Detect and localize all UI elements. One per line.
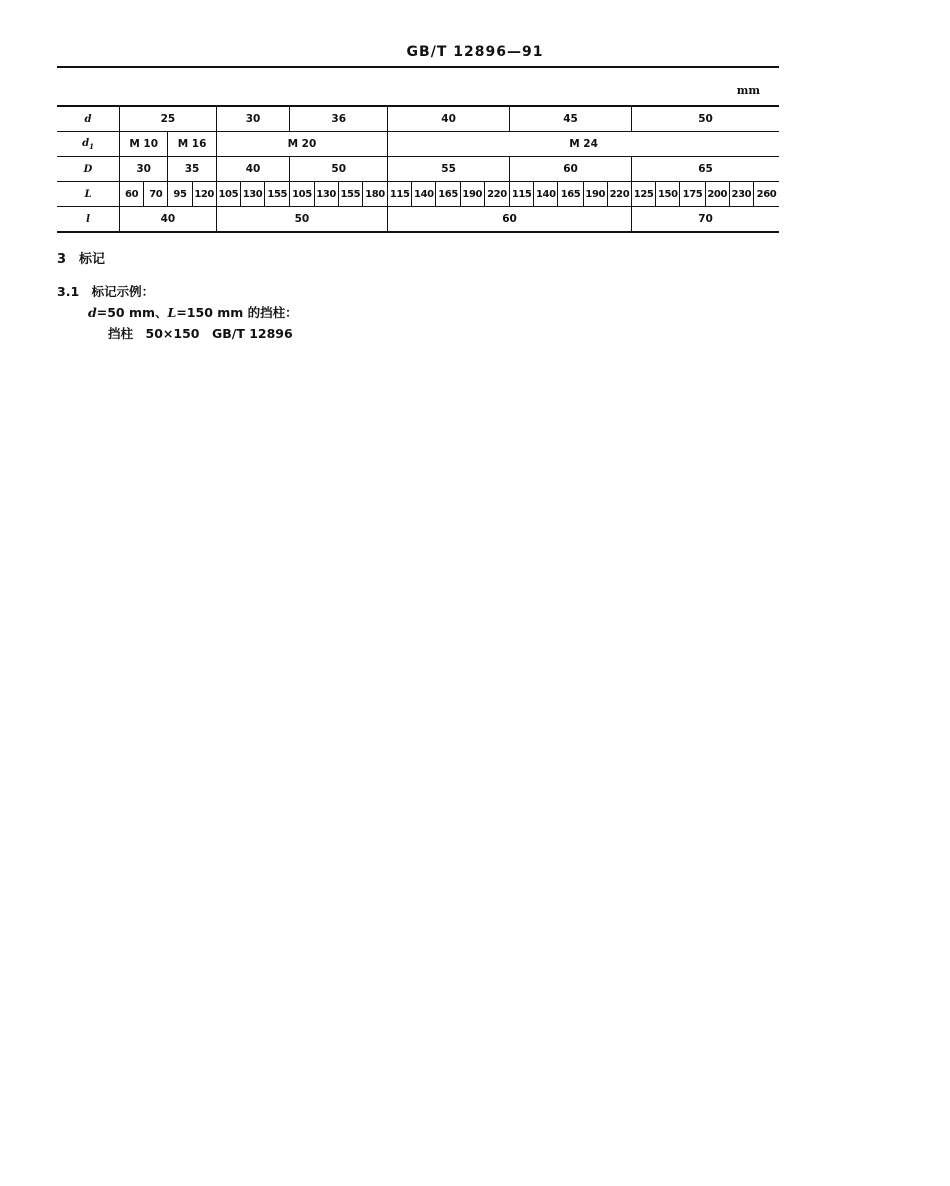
example-condition: d=50 mm、L=150 mm 的挡柱：: [88, 305, 298, 320]
marking-example: 挡柱 50×150 GB/T 12896: [108, 326, 293, 341]
dimension-table: [57, 105, 779, 233]
cell-L-3: 120: [192, 182, 216, 207]
row-header-d1: $d_1$: [57, 132, 120, 157]
section-3-heading: 3 标记: [57, 252, 106, 267]
row-header-L: L: [57, 182, 120, 207]
cell-D-3: 50: [290, 157, 388, 182]
cell-d-1: 30: [216, 106, 290, 132]
row-d: [57, 106, 779, 132]
cell-L-5: 130: [240, 182, 264, 207]
cell-L-22: 150: [656, 182, 680, 207]
cell-L-1: 70: [144, 182, 168, 207]
row-d1: [57, 132, 779, 157]
section-3-1-heading: 3.1 标记示例：: [57, 284, 155, 299]
cell-D-2: 40: [216, 157, 290, 182]
page-header-standard-number: GB/T 12896—91: [406, 44, 544, 60]
cell-L-23: 175: [680, 182, 705, 207]
cell-l-1: 50: [216, 207, 387, 233]
row-D: [57, 157, 779, 182]
cell-d-4: 45: [510, 106, 632, 132]
cell-L-11: 115: [388, 182, 412, 207]
cell-L-0: 60: [120, 182, 144, 207]
cell-L-16: 115: [510, 182, 534, 207]
cell-D-0: 30: [120, 157, 168, 182]
row-l: [57, 207, 779, 233]
cell-L-14: 190: [460, 182, 484, 207]
row-header-l: l: [57, 207, 120, 233]
cell-L-15: 220: [484, 182, 509, 207]
cell-L-2: 95: [168, 182, 192, 207]
cell-l-0: 40: [120, 207, 217, 233]
cell-L-7: 105: [290, 182, 314, 207]
cell-d1-1: M 16: [168, 132, 216, 157]
table-unit-label: mm: [736, 84, 760, 97]
cell-D-5: 60: [510, 157, 632, 182]
cell-L-20: 220: [607, 182, 631, 207]
cell-L-21: 125: [632, 182, 656, 207]
cell-d-0: 25: [120, 106, 217, 132]
cell-L-19: 190: [583, 182, 607, 207]
cell-L-4: 105: [216, 182, 240, 207]
cell-L-25: 230: [729, 182, 753, 207]
cell-d1-0: M 10: [120, 132, 168, 157]
cell-d1-2: M 20: [216, 132, 387, 157]
header-rule: [57, 66, 779, 68]
cell-d-2: 36: [290, 106, 388, 132]
cell-l-3: 70: [632, 207, 779, 233]
cell-l-2: 60: [388, 207, 632, 233]
cell-L-9: 155: [338, 182, 362, 207]
cell-D-1: 35: [168, 157, 216, 182]
cell-L-13: 165: [436, 182, 460, 207]
cell-d-5: 50: [632, 106, 779, 132]
cell-L-24: 200: [705, 182, 729, 207]
cell-L-18: 165: [558, 182, 583, 207]
cell-L-12: 140: [412, 182, 436, 207]
cell-L-6: 155: [265, 182, 290, 207]
cell-D-6: 65: [632, 157, 779, 182]
cell-d-3: 40: [388, 106, 510, 132]
cell-L-10: 180: [362, 182, 387, 207]
cell-L-8: 130: [314, 182, 338, 207]
row-L: [57, 182, 779, 207]
cell-D-4: 55: [388, 157, 510, 182]
row-header-D: D: [57, 157, 120, 182]
cell-L-26: 260: [753, 182, 779, 207]
cell-d1-3: M 24: [388, 132, 779, 157]
row-header-d: d: [57, 106, 120, 132]
cell-L-17: 140: [534, 182, 558, 207]
